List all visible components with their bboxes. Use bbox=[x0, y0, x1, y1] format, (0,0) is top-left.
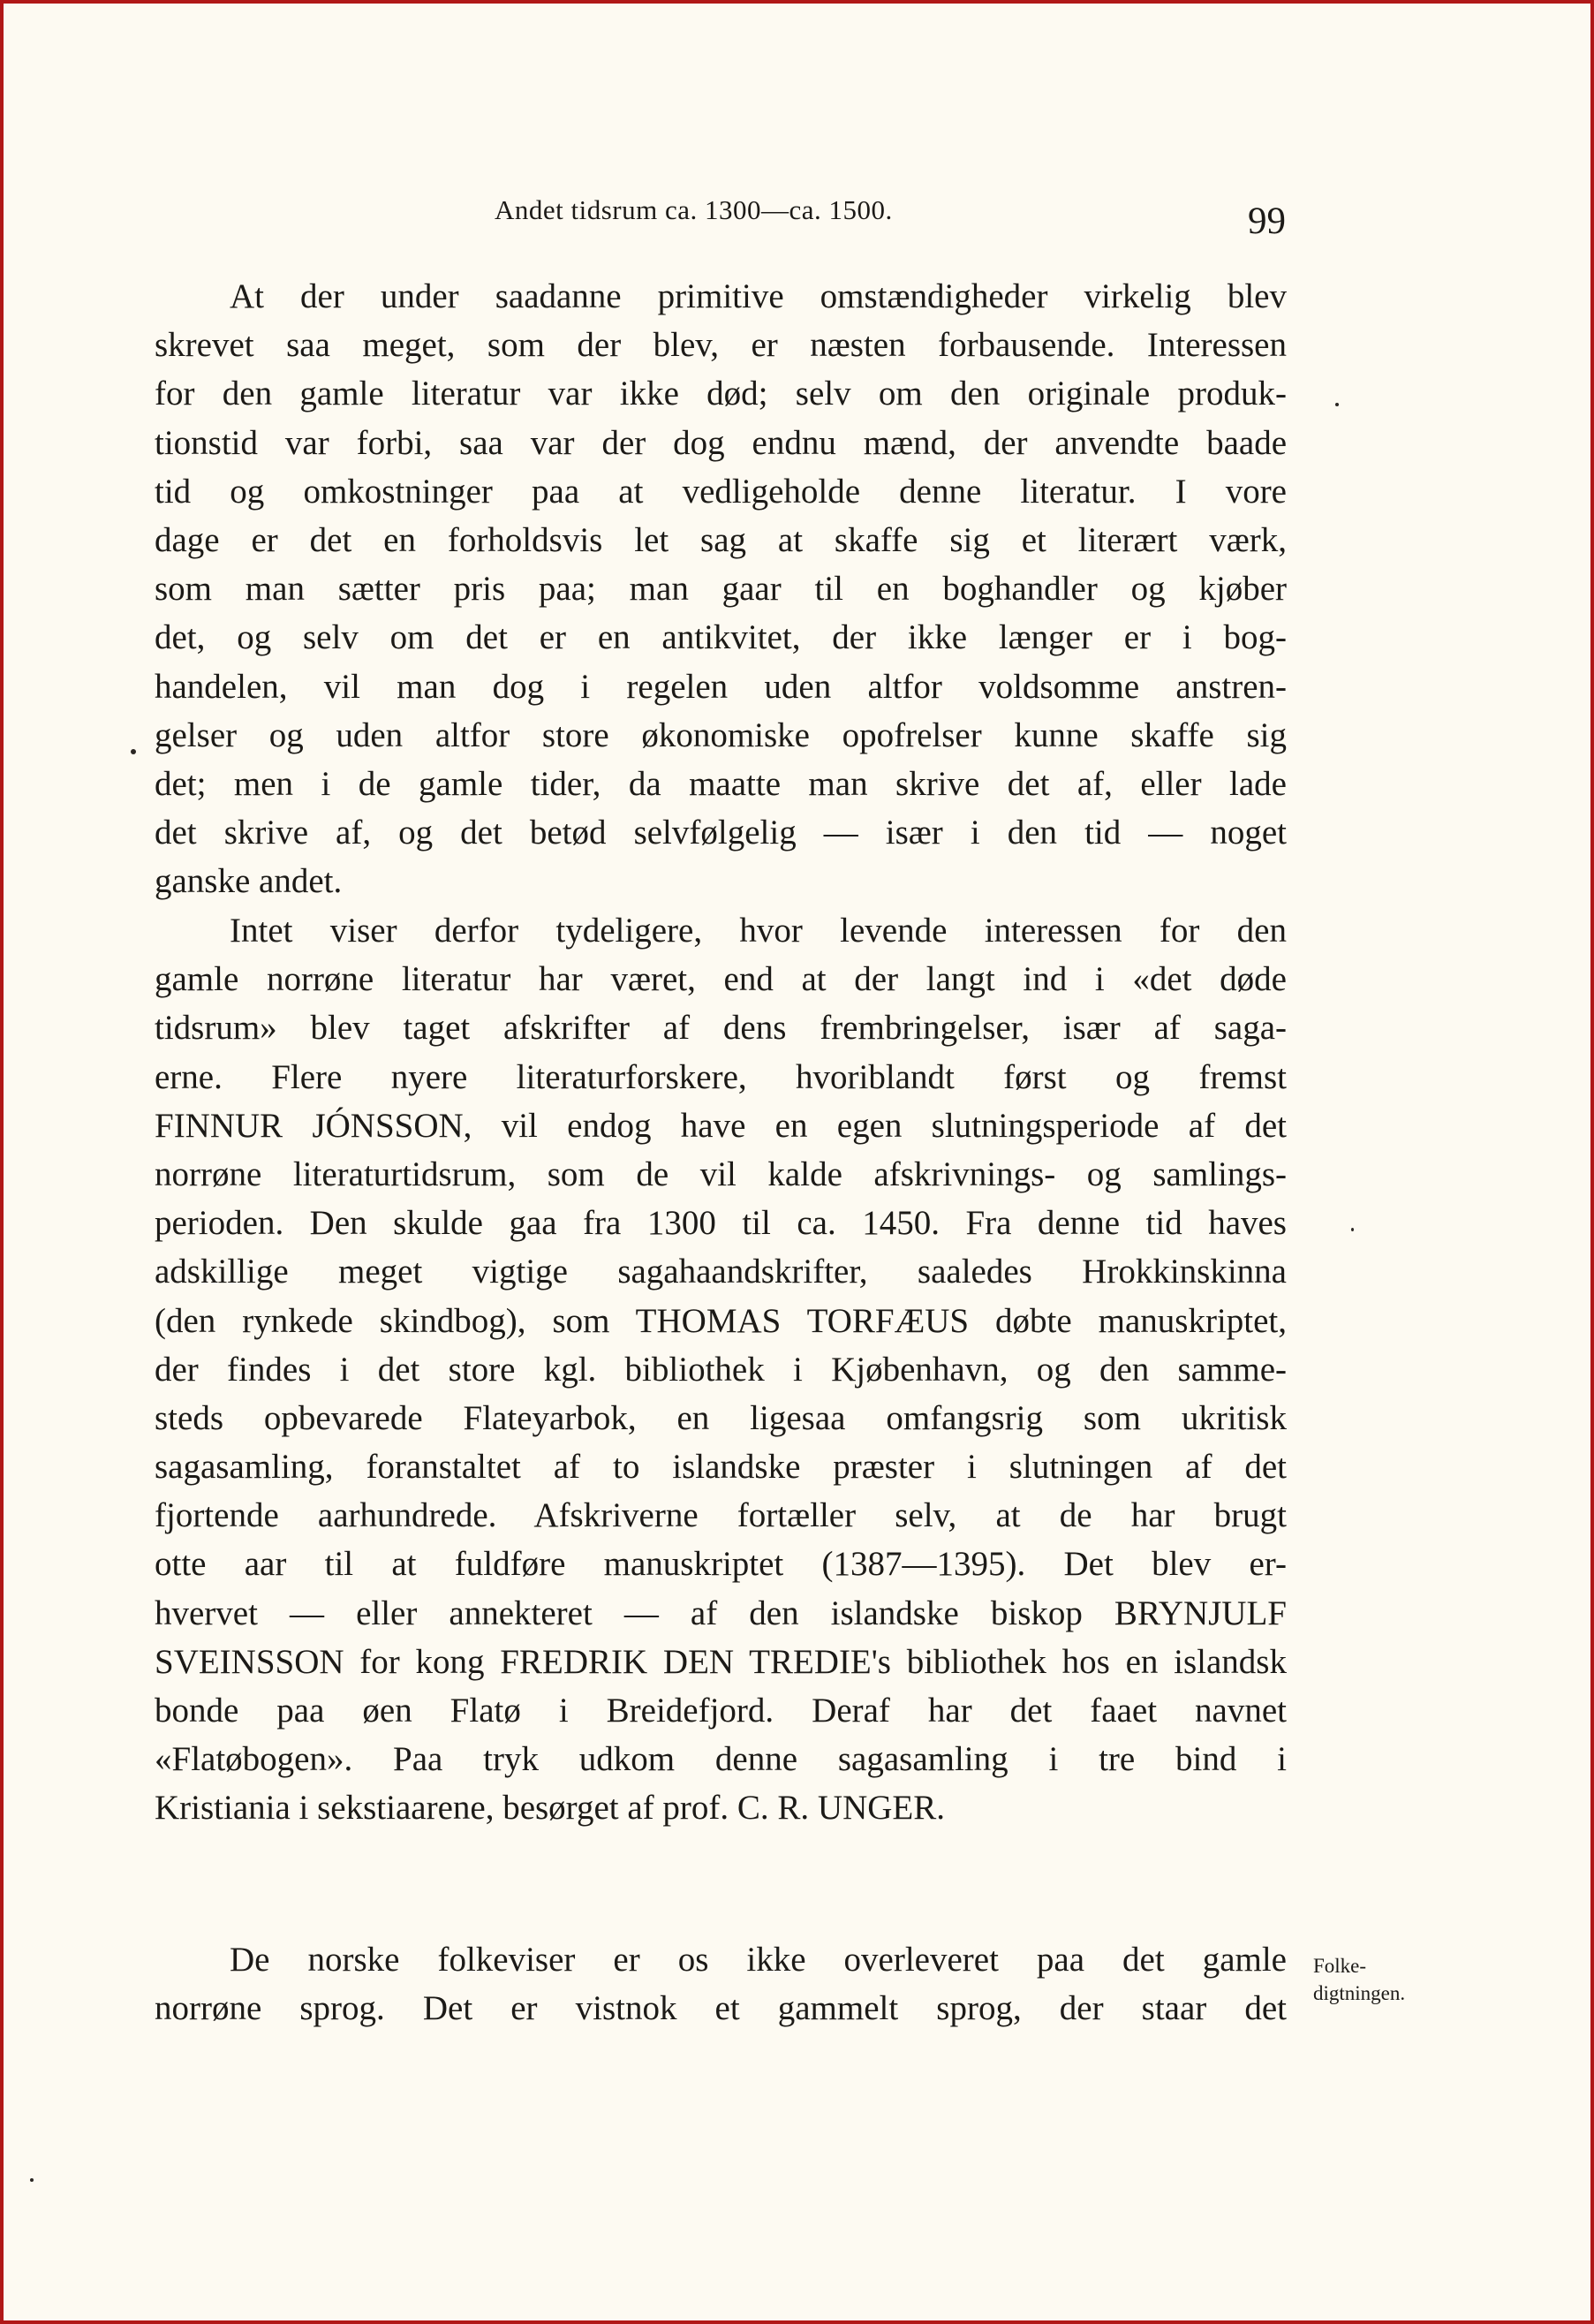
text-line: skrevet saa meget, som der blev, er næsten forbausende. Interessen bbox=[155, 326, 1287, 365]
text-line: norrøne sprog. Det er vistnok et gammelt sprog, der staar det bbox=[155, 1989, 1287, 2028]
paragraph-1 bbox=[155, 272, 1287, 905]
text-line: tidsrum» blev taget afskrifter af dens frembringelser, især af saga- bbox=[155, 1009, 1287, 1048]
text-line: handelen, vil man dog i regelen uden altfor voldsomme anstren- bbox=[155, 667, 1287, 706]
paper-speck bbox=[1335, 403, 1339, 406]
text-line: bonde paa øen Flatø i Breidefjord. Deraf har det faaet navnet bbox=[155, 1692, 1287, 1730]
marginal-note-line: Folke- bbox=[1313, 1955, 1367, 1977]
paper-speck bbox=[30, 2178, 34, 2182]
text-line: tionstid var forbi, saa var der dog endnu mænd, der anvendte baade bbox=[155, 423, 1287, 462]
text-line: norrøne literaturtidsrum, som de vil kalde afskrivnings- og samlings- bbox=[155, 1154, 1287, 1193]
text-line: SVEINSSON for kong FREDRIK DEN TREDIE's bibliothek hos en islandsk bbox=[155, 1642, 1287, 1681]
text-line: otte aar til at fuldføre manuskriptet (1387—1395). Det blev er- bbox=[155, 1545, 1287, 1584]
text-line: Intet viser derfor tydeligere, hvor levende interessen for den bbox=[230, 912, 1287, 950]
paper-speck bbox=[1351, 1228, 1354, 1231]
text-line: som man sætter pris paa; man gaar til en boghandler og kjøber bbox=[155, 570, 1287, 609]
text-line: adskillige meget vigtige sagahaandskrifter, saaledes Hrokkinskinna bbox=[155, 1253, 1287, 1291]
text-line: det; men i de gamle tider, da maatte man skrive det af, eller lade bbox=[155, 764, 1287, 803]
text-line: gelser og uden altfor store økonomiske opofrelser kunne skaffe sig bbox=[155, 715, 1287, 754]
text-line: steds opbevarede Flateyarbok, en ligesaa omfangsrig som ukritisk bbox=[155, 1398, 1287, 1437]
text-line: gamle norrøne literatur har været, end at der langt ind i «det døde bbox=[155, 960, 1287, 999]
text-line: hvervet — eller annekteret — af den islandske biskop BRYNJULF bbox=[155, 1593, 1287, 1632]
text-line: der findes i det store kgl. bibliothek i Kjøbenhavn, og den samme- bbox=[155, 1350, 1287, 1389]
paragraph-3 bbox=[155, 1935, 1287, 2033]
marginal-note-line: digtningen. bbox=[1313, 1982, 1406, 2004]
paragraph-2 bbox=[155, 906, 1287, 1833]
text-line: perioden. Den skulde gaa fra 1300 til ca. 1450. Fra denne tid haves bbox=[155, 1204, 1287, 1243]
text-line: ganske andet. bbox=[155, 862, 343, 901]
text-line: (den rynkede skindbog), som THOMAS TORFÆUS døbte manuskriptet, bbox=[155, 1301, 1287, 1340]
text-line: At der under saadanne primitive omstændigheder virkelig blev bbox=[230, 277, 1287, 315]
text-line: for den gamle literatur var ikke død; selv om den originale produk- bbox=[155, 375, 1287, 413]
text-line: dage er det en forholdsvis let sag at skaffe sig et literært værk, bbox=[155, 520, 1287, 559]
page-number: 99 bbox=[1248, 201, 1286, 242]
marginal-note bbox=[1313, 1952, 1405, 2007]
text-line: De norske folkeviser er os ikke overleveret paa det gamle bbox=[230, 1941, 1287, 1979]
text-line: det, og selv om det er en antikvitet, der ikke længer er i bog- bbox=[155, 618, 1287, 657]
text-line: fjortende aarhundrede. Afskriverne fortæller selv, at de har brugt bbox=[155, 1496, 1287, 1535]
text-line: tid og omkostninger paa at vedligeholde denne literatur. I vore bbox=[155, 472, 1287, 511]
running-title: Andet tidsrum ca. 1300—ca. 1500. bbox=[495, 194, 893, 225]
text-line: det skrive af, og det betød selvfølgelig — især i den tid — noget bbox=[155, 814, 1287, 852]
paper-speck bbox=[131, 749, 136, 754]
text-line: sagasamling, foranstaltet af to islandske præster i slutningen af det bbox=[155, 1448, 1287, 1487]
text-line: Kristiania i sekstiaarene, besørget af prof. C. R. UNGER. bbox=[155, 1789, 945, 1828]
text-line: FINNUR JÓNSSON, vil endog have en egen slutningsperiode af det bbox=[155, 1106, 1287, 1145]
text-line: erne. Flere nyere literaturforskere, hvoriblandt først og fremst bbox=[155, 1057, 1287, 1096]
page-header bbox=[495, 193, 1289, 246]
text-line: «Flatøbogen». Paa tryk udkom denne sagasamling i tre bind i bbox=[155, 1740, 1287, 1779]
